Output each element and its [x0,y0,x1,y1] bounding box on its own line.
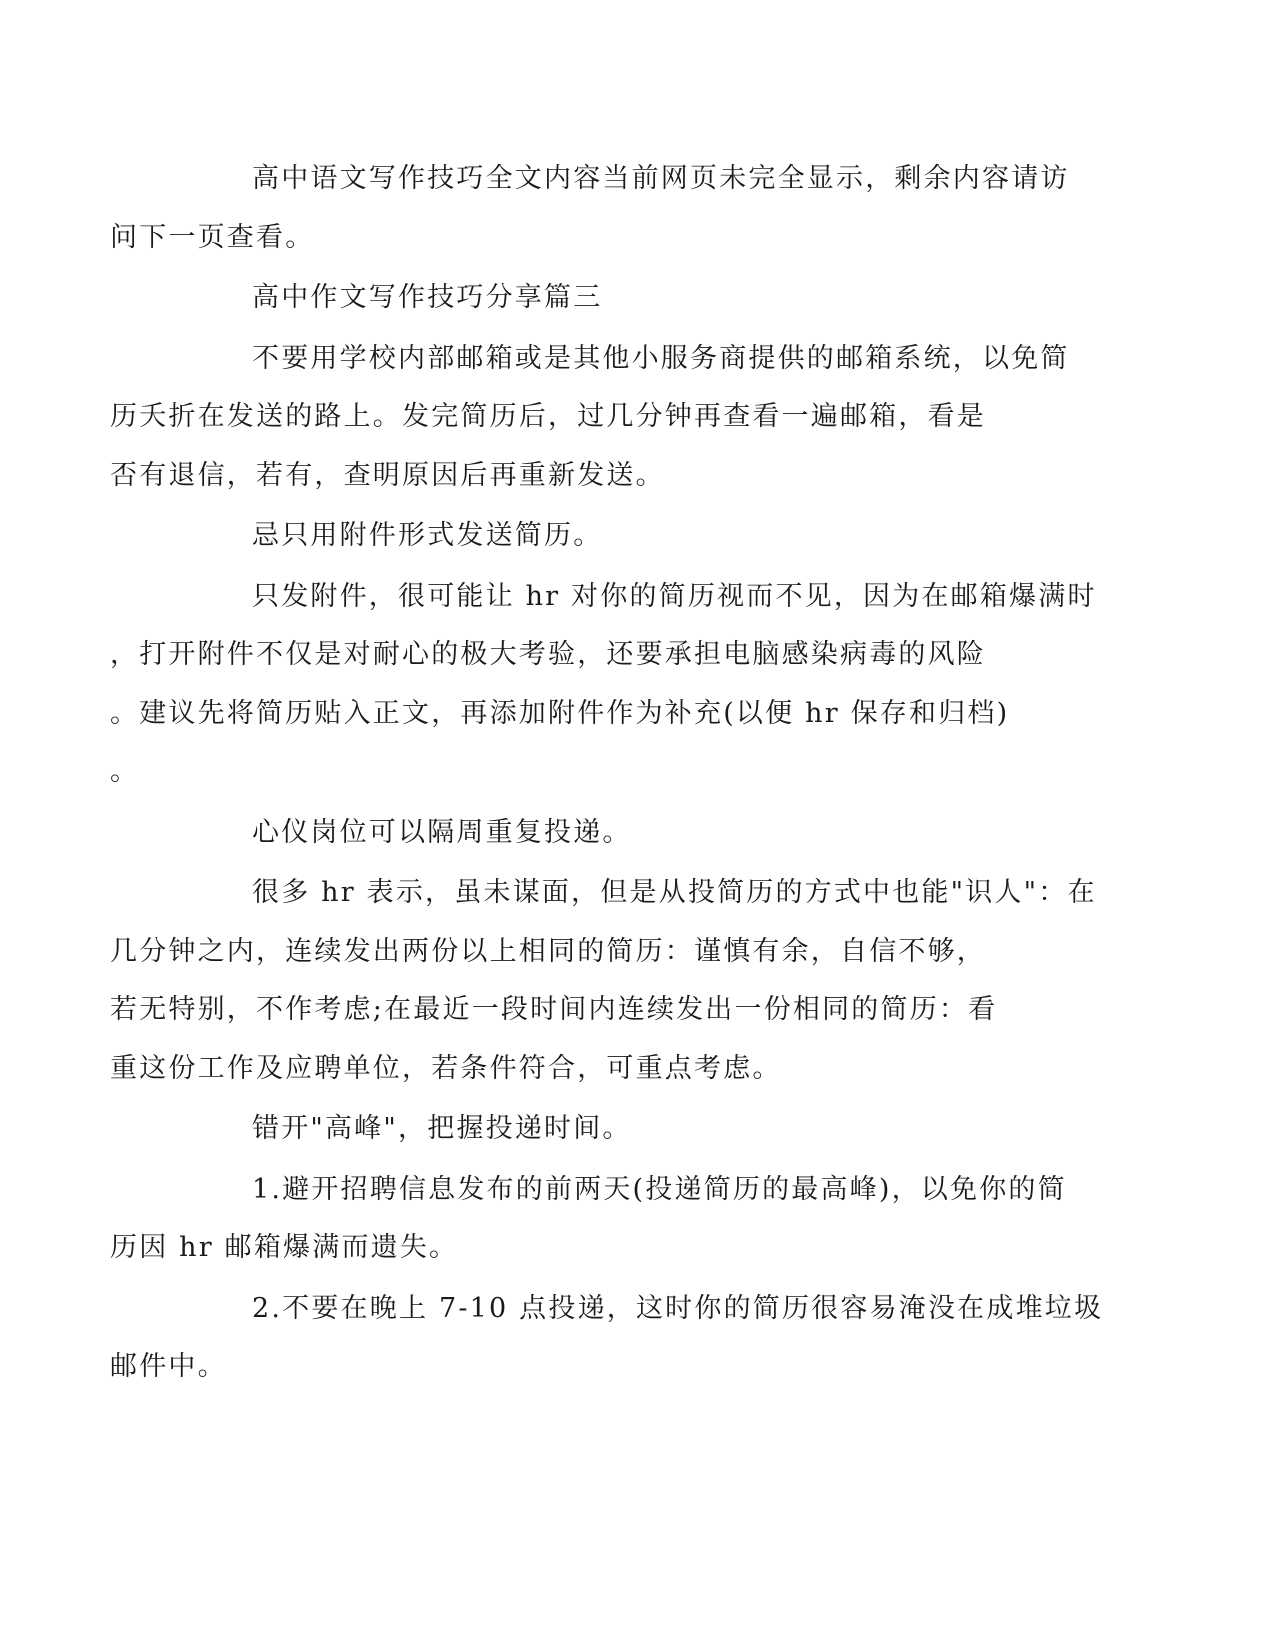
text-line: 历因 hr 邮箱爆满而遗失。 [110,1232,459,1263]
text-line: 否有退信，若有，查明原因后再重新发送。 [110,459,665,491]
paragraph-attachment-detail [110,568,1097,802]
paragraph-notice [110,150,1070,267]
section-heading [181,269,1031,328]
text-line: 几分钟之内，连续发出两份以上相同的简历：谨慎有余，自信不够， [110,935,986,967]
paragraph-repeat-detail [110,864,1097,1098]
text-line: 若无特别，不作考虑;在最近一段时间内连续发出一份相同的简历：看 [110,994,998,1025]
text-line: 高中作文写作技巧分享篇三 [252,282,603,313]
text-line: 只发附件，很可能让 hr 对你的简历视而不见，因为在邮箱爆满时 [252,580,1097,612]
text-line: 1.避开招聘信息发布的前两天(投递简历的最高峰)，以免你的简 [252,1173,1067,1205]
text-line: 忌只用附件形式发送简历。 [252,520,603,551]
text-line: 邮件中。 [110,1351,227,1382]
text-line: ，打开附件不仅是对耐心的极大考验，还要承担电脑感染病毒的风险 [110,639,986,670]
text-line: 。 [110,756,140,787]
text-line: 2.不要在晚上 7-10 点投递，这时你的简历很容易淹没在成堆垃圾 [252,1292,1104,1324]
text-line: 问下一页查看。 [110,221,315,253]
text-line: 错开"高峰"，把握投递时间。 [252,1113,632,1144]
text-line: 高中语文写作技巧全文内容当前网页未完全显示，剩余内容请访 [252,163,1070,194]
text-line: 重这份工作及应聘单位，若条件符合，可重点考虑。 [110,1052,782,1084]
paragraph-tip-timing [181,1100,1031,1159]
text-line: 很多 hr 表示，虽未谋面，但是从投简历的方式中也能"识人"：在 [252,877,1097,908]
text-line: 心仪岗位可以隔周重复投递。 [252,816,632,848]
paragraph-timing-point-1 [110,1161,1067,1278]
paragraph-mailbox [110,330,1070,506]
text-line: 。建议先将简历贴入正文，再添加附件作为补充(以便 hr 保存和归档) [110,697,1010,729]
paragraph-timing-point-2 [110,1280,1104,1397]
paragraph-tip-attachment [181,507,1031,566]
text-line: 历夭折在发送的路上。发完简历后，过几分钟再查看一遍邮箱，看是 [110,401,986,432]
document-page [110,150,1104,1399]
text-line: 不要用学校内部邮箱或是其他小服务商提供的邮箱系统，以免简 [252,342,1070,374]
paragraph-tip-repeat [181,804,1031,863]
